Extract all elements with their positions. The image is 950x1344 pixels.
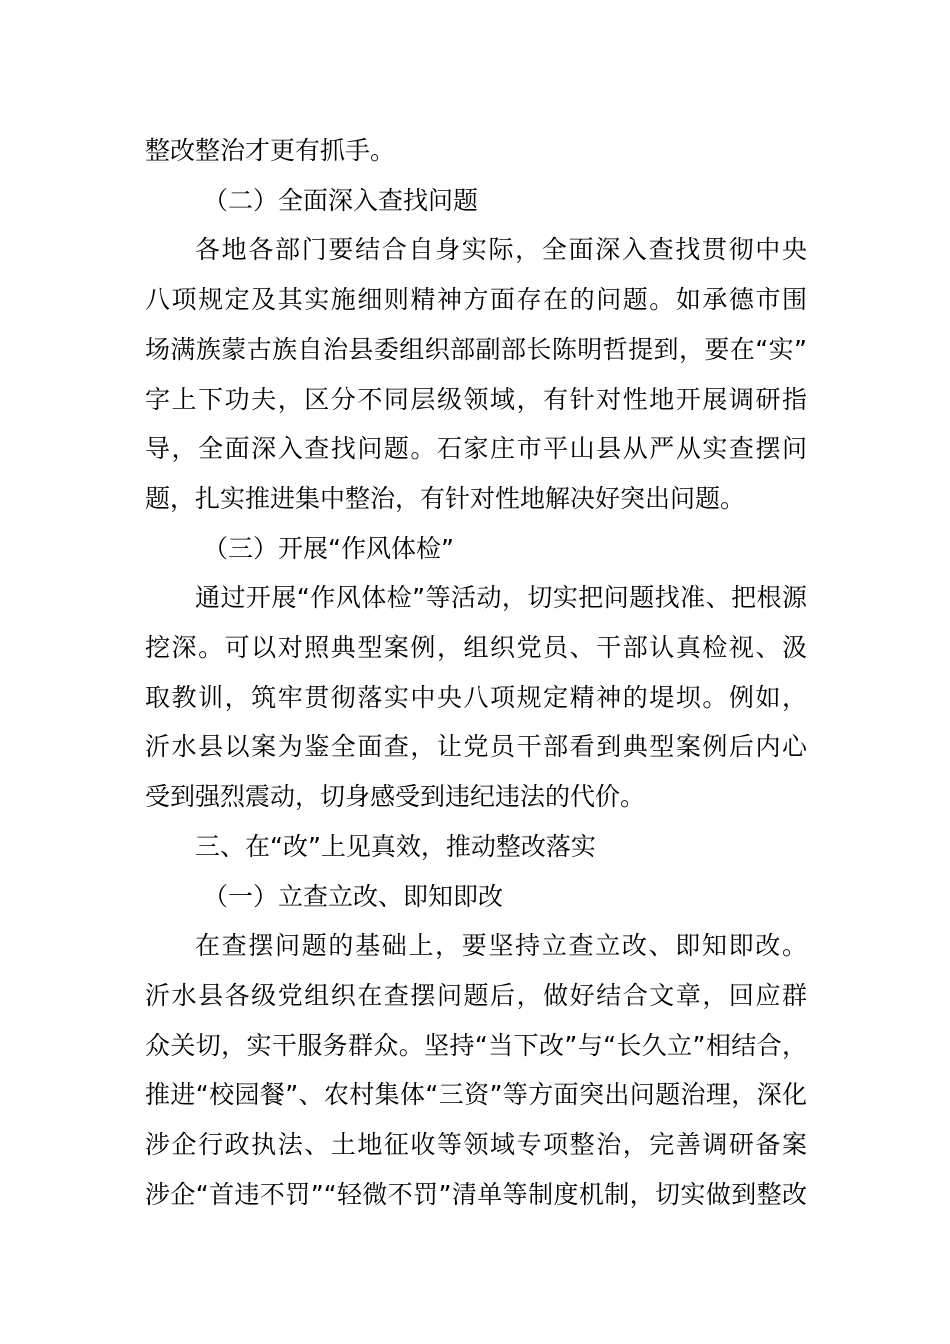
text-line: 众关切，实干服务群众。坚持“当下改”与“长久立”相结合， [145, 1030, 807, 1060]
subheading-1 [145, 872, 807, 922]
text-line: 八项规定及其实施细则精神方面存在的问题。如承德市围 [145, 285, 807, 315]
subheading-3 [145, 524, 807, 574]
subheading-text: （三）开展“作风体检” [203, 533, 454, 563]
subheading-text: （一）立查立改、即知即改 [203, 881, 504, 911]
section-heading-text: 三、在“改”上见真效，推动整改落实 [195, 831, 596, 861]
text-line: 挖深。可以对照典型案例，组织党员、干部认真检视、汲 [145, 633, 807, 663]
text-line: 通过开展“作风体检”等活动，切实把问题找准、把根源 [195, 583, 807, 613]
text-line: 沂水县各级党组织在查摆问题后，做好结合文章，回应群 [145, 980, 807, 1010]
subheading-2 [145, 176, 807, 226]
paragraph-find-problems [145, 225, 807, 523]
document-body [145, 126, 807, 1219]
text-line: 受到强烈震动，切身感受到违纪违法的代价。 [145, 782, 646, 812]
subheading-text: （二）全面深入查找问题 [203, 185, 479, 215]
text-line: 导，全面深入查找问题。石家庄市平山县从严从实查摆问 [145, 434, 807, 464]
text-line: 在查摆问题的基础上，要坚持立查立改、即知即改。 [195, 931, 807, 961]
text-line: 推进“校园餐”、农村集体“三资”等方面突出问题治理，深化 [145, 1080, 807, 1110]
text-line: 场满族蒙古族自治县委组织部副部长陈明哲提到，要在“实” [145, 334, 807, 364]
text-line: 涉企行政执法、土地征收等领域专项整治，完善调研备案 [145, 1130, 807, 1160]
text-line: 整改整治才更有抓手。 [145, 136, 396, 165]
text-line: 各地各部门要结合自身实际，全面深入查找贯彻中央 [195, 235, 807, 265]
text-line: 字上下功夫，区分不同层级领域，有针对性地开展调研指 [145, 384, 807, 414]
text-line: 涉企“首违不罚”“轻微不罚”清单等制度机制，切实做到整改 [145, 1179, 807, 1209]
paragraph-style-checkup [145, 573, 807, 822]
paragraph-immediate-rectification [145, 921, 807, 1219]
paragraph-continuation [145, 126, 807, 176]
section-heading-3 [145, 822, 807, 872]
text-line: 题，扎实推进集中整治，有针对性地解决好突出问题。 [145, 483, 746, 513]
text-line: 沂水县以案为鉴全面查，让党员干部看到典型案例后内心 [145, 732, 807, 762]
text-line: 取教训，筑牢贯彻落实中央八项规定精神的堤坝。例如， [145, 682, 807, 712]
